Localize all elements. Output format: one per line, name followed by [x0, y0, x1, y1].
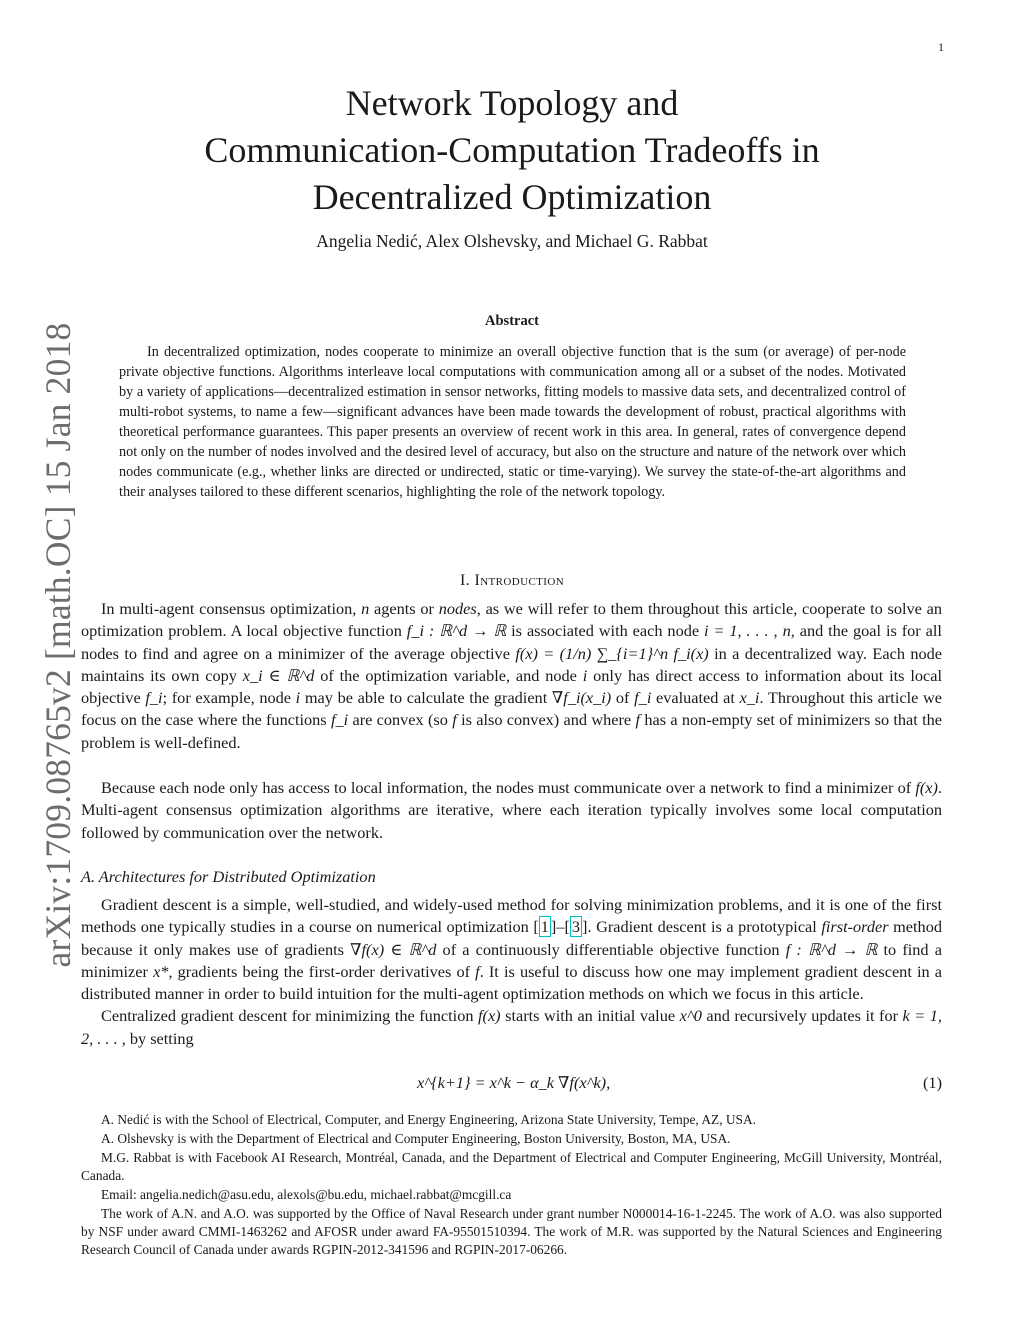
math-expression: ∇f_i(x_i) — [551, 688, 612, 708]
equation-number: (1) — [923, 1073, 942, 1092]
emphasis-text: first-order — [821, 917, 889, 937]
math-expression: f(x) — [478, 1006, 501, 1026]
architectures-body — [81, 894, 942, 1050]
math-expression: x^0 — [679, 1006, 702, 1026]
math-expression: x_i ∈ ℝ^d — [242, 665, 315, 685]
centralized-gradient-paragraph: Centralized gradient descent for minimizing the function f(x) starts with an initial value x^0 and recursively updates it for k = 1, 2, . . . , by setting — [81, 1006, 942, 1048]
math-expression: f(x) = (1/n) ∑_{i=1}^n f_i(x) — [515, 643, 709, 663]
footnotes — [81, 1111, 942, 1260]
math-expression: i — [582, 665, 588, 685]
title-line: Decentralized Optimization — [312, 177, 712, 217]
math-expression: i — [295, 688, 301, 708]
math-expression: f : ℝ^d → ℝ — [785, 939, 878, 959]
subsection-title: Architectures for Distributed Optimization — [98, 867, 376, 886]
math-expression: f — [635, 710, 641, 730]
math-expression: x_i — [739, 688, 760, 708]
citation-link[interactable]: 1 — [540, 917, 549, 937]
math-expression: f_i : ℝ^d → ℝ — [406, 621, 507, 641]
math-expression: f — [475, 961, 480, 981]
abstract-heading: Abstract — [485, 313, 539, 329]
math-expression: f — [452, 710, 457, 730]
arxiv-identifier-stamp[interactable]: arXiv:1709.08765v2 [math.OC] 15 Jan 2018 — [38, 322, 78, 968]
math-expression: f_i — [330, 710, 349, 730]
section-title: Introduction — [474, 572, 565, 589]
footnote-email: Email: angelia.nedich@asu.edu, alexols@bu.edu, michael.rabbat@mcgill.ca — [101, 1187, 512, 1202]
emphasis-text: nodes — [438, 599, 477, 618]
citation-link[interactable]: 3 — [571, 917, 581, 937]
equation-rhs: = x^k − α_k ∇f(x^k), — [474, 1073, 611, 1092]
footnote: M.G. Rabbat is with Facebook AI Research, Montréal, Canada, and the Department of Electrical and Computer Engineering, McGill University, Montréal, Canada. — [81, 1150, 942, 1183]
section-heading-introduction — [0, 572, 1024, 590]
math-expression: i = 1, . . . , n, — [704, 621, 795, 641]
section-numeral: I. — [459, 572, 471, 589]
page-number: 1 — [938, 40, 944, 54]
math-expression: k = 1, 2, . . . , — [81, 1006, 942, 1048]
author-list: Angelia Nedić, Alex Olshevsky, and Michael G. Rabbat — [316, 231, 708, 251]
intro-paragraph-2: Because each node only has access to local information, the nodes must communicate over a network to find a minimizer of f(x). Multi-agent consensus optimization algorithms are iterative, where each iteration typically involves some local computation followed by communication over the network. — [81, 778, 942, 842]
abstract-text: In decentralized optimization, nodes cooperate to minimize an overall objective function that is the sum (or average) of per-node private objective functions. Algorithms interleave local computations with communication among all or a subset of the nodes. Motivated by a variety of applications—decentralized estimation in sensor networks, fitting models to massive data sets, and decentralized control of multi-robot systems, to name a few—significant advances have been made towards the development of robust, practical algorithms with theoretical performance guarantees. This paper presents an overview of recent work in this area. In general, rates of convergence depend not only on the number of nodes involved and the desired level of accuracy, but also on the structure and nature of the network over which nodes communicate (e.g., whether links are directed or undirected, static or time-varying). We survey the state-of-the-art algorithms and their analyses tailored to these different scenarios, highlighting the role of the network topology. — [119, 344, 906, 500]
math-expression: n — [361, 599, 370, 618]
gradient-descent-paragraph: Gradient descent is a simple, well-studied, and widely-used method for solving minimization problems, and it is one of the first methods one typically studies in a course on numerical optimization [ 1 ]–[ 3 ]. Gradient descent is a prototypical first-order method because it only makes use of gradients ∇f(x) ∈ ℝ^d of a continuously differentiable objective function f : ℝ^d → ℝ to find a minimizer x*, gradients being the first-order derivatives of f. It is useful to discuss how one may implement gradient descent in a distributed manner in order to build intuition for the multi-agent optimization methods on which we focus in this article. — [81, 895, 942, 1004]
footnote: The work of A.N. and A.O. was supported by the Office of Naval Research under grant number N000014-16-1-2245. The work of A.O. was also supported by NSF under award CMMI-1463262 and AFOSR under award FA-95501510394. The work of M.R. was supported by the Natural Sciences and Engineering Research Council of Canada under awards RGPIN-2012-341596 and RGPIN-2017-06266. — [81, 1206, 942, 1257]
math-expression: ∇f(x) ∈ ℝ^d — [350, 939, 437, 959]
subsection-heading-architectures — [81, 867, 376, 887]
equation-1 — [81, 1073, 942, 1095]
title-line: Communication-Computation Tradeoffs in — [204, 130, 820, 170]
paper-title — [0, 80, 1024, 221]
footnote: A. Nedić is with the School of Electrical, Computer, and Energy Engineering, Arizona State University, Tempe, AZ, USA. — [101, 1112, 757, 1127]
subsection-label: A. — [81, 867, 96, 886]
title-line: Network Topology and — [345, 83, 679, 123]
footnote: A. Olshevsky is with the Department of Electrical and Computer Engineering, Boston University, Boston, MA, USA. — [101, 1131, 731, 1146]
intro-paragraph-1: In multi-agent consensus optimization, n agents or nodes, as we will refer to them throughout this article, cooperate to solve an optimization problem. A local objective function f_i : ℝ^d → ℝ is associated with each node i = 1, . . . , n, and the goal is for all nodes to find and agree on a minimizer of the average objective f(x) = (1/n) ∑_{i=1}^n f_i(x) in a decentralized way. Each node maintains its own copy x_i ∈ ℝ^d of the optimization variable, and node i only has direct access to information about its local objective f_i; for example, node i may be able to calculate the gradient ∇f_i(x_i) of f_i evaluated at x_i. Throughout this article we focus on the case where the functions f_i are convex (so f is also convex) and where f has a non-empty set of minimizers so that the problem is well-defined. — [81, 599, 943, 752]
math-expression: x* — [153, 961, 169, 981]
math-expression: f_i — [634, 688, 652, 708]
math-expression: f(x) — [915, 778, 938, 797]
equation-body — [417, 1073, 610, 1093]
equation-lhs: x^{k+1} — [417, 1073, 471, 1092]
math-expression: f_i — [145, 688, 163, 708]
